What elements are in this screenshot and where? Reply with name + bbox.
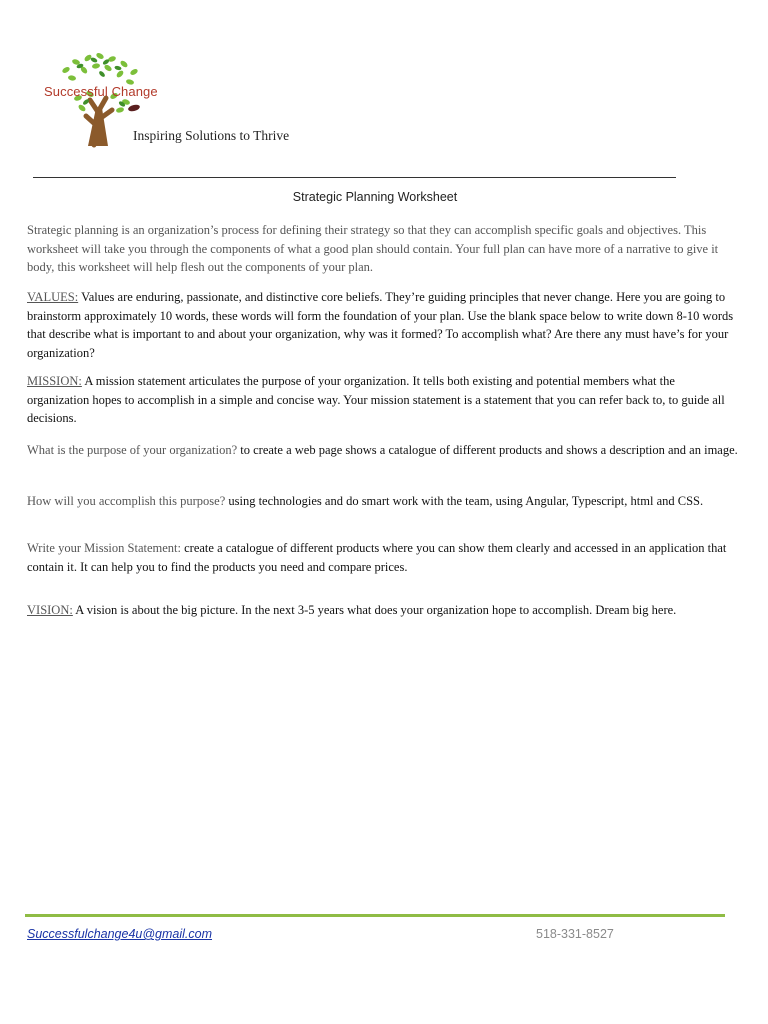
footer-divider <box>25 914 725 917</box>
footer-email-link[interactable]: Successfulchange4u@gmail.com <box>27 927 213 941</box>
document-title: Strategic Planning Worksheet <box>292 190 458 204</box>
mission-text: A mission statement articulates the purpose of your organization. It tells both existing and potential members what the organization hopes to accomplish in a simple and concise way. Your mission statement is a statement that you can refer back to, to guide all decisions. <box>27 374 725 425</box>
accomplish-answer: using technologies and do smart work with the team, using Angular, Typescript, html and CSS. <box>228 494 704 508</box>
intro-paragraph: Strategic planning is an organization’s process for defining their strategy so that they can accomplish specific goals and objectives. This worksheet will take you through the components of what a good plan should contain. Your full plan can have more of a narrative to give it body, this worksheet will help flesh out the components of your plan. <box>27 223 719 274</box>
purpose-answer: to create a web page shows a catalogue of different products and shows a description and an image. <box>240 443 738 457</box>
logo <box>36 50 336 160</box>
header-divider <box>33 177 676 178</box>
mission-statement-question: Write your Mission Statement: <box>27 541 181 555</box>
mission-statement-answer: create a catalogue of different products where you can show them clearly and accessed in an application that contain it. It can help you to find the products you need and compare prices. <box>27 541 727 574</box>
values-label: VALUES: <box>27 290 79 304</box>
accomplish-question: How will you accomplish this purpose? <box>27 494 226 508</box>
logo-tagline: Inspiring Solutions to Thrive <box>133 128 290 143</box>
footer-phone: 518-331-8527 <box>536 927 614 941</box>
vision-text: A vision is about the big picture. In the next 3-5 years what does your organization hope to accomplish. Dream big here. <box>75 603 677 617</box>
purpose-section <box>27 441 739 460</box>
vision-label: VISION: <box>27 603 73 617</box>
mission-section <box>27 372 739 428</box>
brand-name: Successful Change <box>44 84 158 99</box>
values-section <box>27 288 739 362</box>
mission-statement-section <box>27 539 727 576</box>
accomplish-section <box>27 492 727 511</box>
purpose-question: What is the purpose of your organization? <box>27 443 238 457</box>
vision-section <box>27 601 727 620</box>
values-text: Values are enduring, passionate, and distinctive core beliefs. They’re guiding principles that never change. Here you are going to brainstorm approximately 10 words, these words will form the foundation of your plan. Use the blank space below to write down 8-10 words that describe what is important to and about your organization, why was it formed? To accomplish what? Are there any must have’s for your organization? <box>27 290 734 360</box>
mission-label: MISSION: <box>27 374 82 388</box>
